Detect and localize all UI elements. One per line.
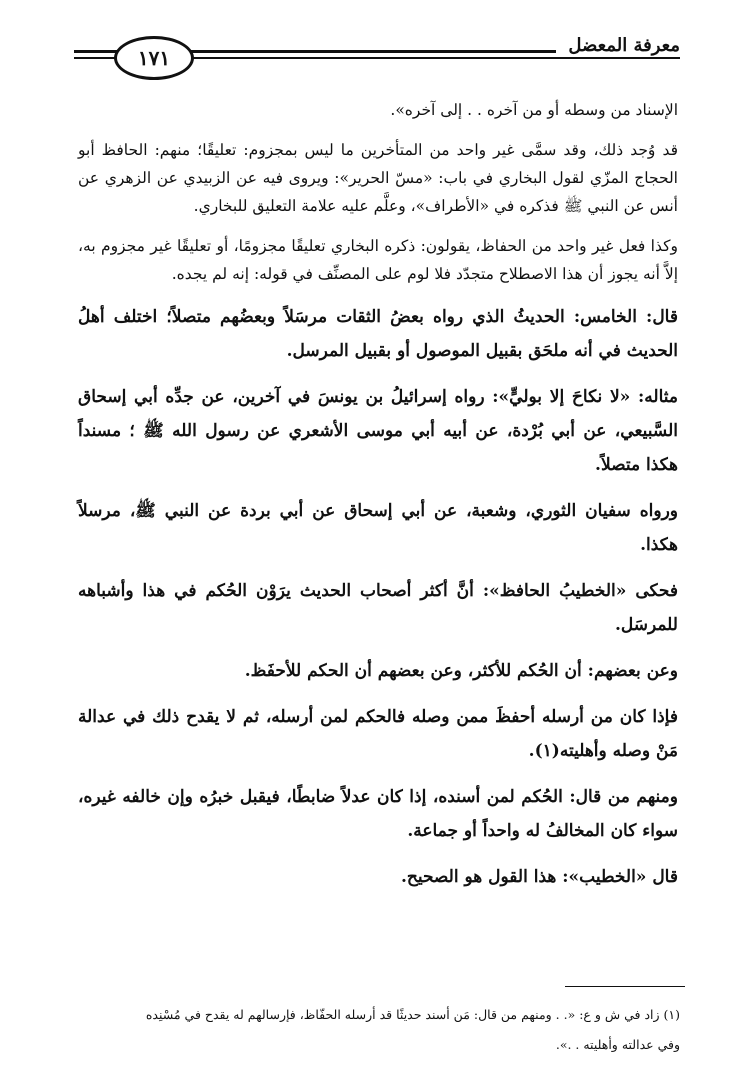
paragraph-3: وكذا فعل غير واحد من الحفاظ، يقولون: ذكره البخاري تعليقًا مجزومًا، أو تعليقًا غير مجزوم به، إلاَّ أنه يجوز أن هذا الاصطلاح متجدّد فلا لوم على المصنِّف في قوله: إنه لم يجده.	[78, 237, 678, 283]
chapter-title: معرفة المعضل	[556, 35, 680, 56]
paragraph-11: قال «الخطيب»: هذا القول هو الصحيح.	[400, 867, 678, 887]
page-number-badge	[114, 36, 194, 80]
paragraph-5: مثاله: «لا نكاحَ إلا بوليٍّ»: رواه إسرائيلُ بن يونسَ في آخرين، عن جدِّه أبي إسحاق السَّبيعي، عن أبي بُرْدة، عن أبيه أبي موسى الأشعري عن رسول الله ﷺ ؛ مسنداً هكذا متصلاً.	[78, 387, 678, 475]
paragraph-10: ومنهم من قال: الحُكم لمن أسنده، إذا كان عدلاً ضابطًا، فيقبل خبرُه وإن خالفه غيره، سواء كان المخالفُ له واحداً أو جماعة.	[78, 787, 678, 841]
page-number: ١٧١	[137, 46, 171, 70]
paragraph-2: قد وُجد ذلك، وقد سمَّى غير واحد من المتأخرين ما ليس بمجزوم: تعليقًا؛ منهم: الحافظ أبو الحجاج المزّي لقول البخاري في باب: «مسّ الحرير»: ويروى فيه عن الزبيدي عن الزهري عن أنس عن النبي ﷺ فذكره في «الأطراف»، وعلَّم عليه علامة التعليق للبخاري.	[78, 141, 678, 215]
paragraph-7: فحكى «الخطيبُ الحافظ»: أنَّ أكثر أصحاب الحديث يرَوْن الحُكم في هذا وأشباهه للمرسَل.	[78, 581, 678, 635]
footnote-separator	[565, 986, 685, 987]
footnote-1-line-1: (١) زاد في ش و ع: «. . ومنهم من قال: مَن أسند حديثًا قد أرسله الحفّاظ، فإرسالهم له يقدح في مُسْنِده	[145, 1007, 680, 1022]
paragraph-8: وعن بعضهم: أن الحُكم للأكثر، وعن بعضهم أن الحكم للأحفَظ.	[244, 661, 678, 681]
paragraph-4: قال: الخامس: الحديثُ الذي رواه بعضُ الثقات مرسَلاً وبعضُهم متصلاً؛ اختلف أهلُ الحديث في أنه ملحَق بقبيل الموصول أو بقبيل المرسل.	[78, 307, 678, 361]
footnote-1-line-2: وفي عدالته وأهليته . .».	[555, 1037, 680, 1052]
page-header	[74, 30, 680, 80]
page-body	[78, 96, 678, 906]
paragraph-1: الإسناد من وسطه أو من آخره . . إلى آخره».	[390, 101, 678, 119]
footnotes	[70, 1000, 680, 1060]
paragraph-9: فإذا كان من أرسله أحفظَ ممن وصله فالحكم لمن أرسله، ثم لا يقدح ذلك في عدالة مَنْ وصله وأهليته(١).	[78, 707, 678, 761]
paragraph-6: ورواه سفيان الثوري، وشعبة، عن أبي إسحاق عن أبي بردة عن النبي ﷺ، مرسلاً هكذا.	[78, 501, 678, 555]
